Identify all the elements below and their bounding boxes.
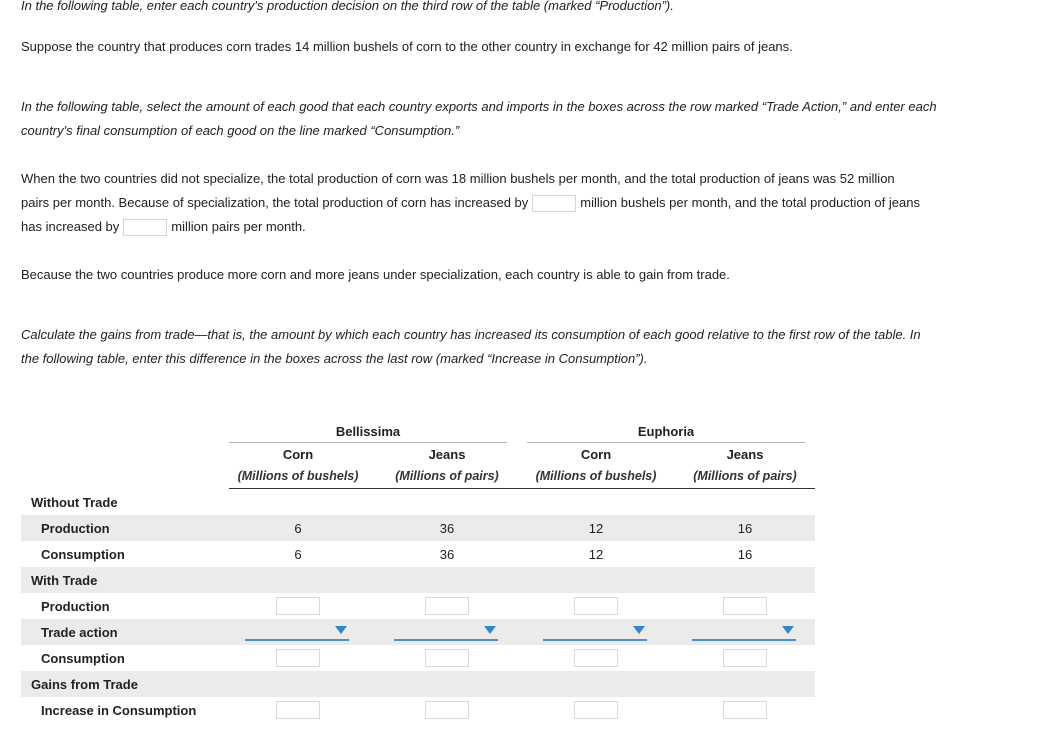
value-bellissima-jeans-production: 36 — [439, 521, 455, 536]
col-unit-bellissima-jeans: (Millions of pairs) — [395, 469, 499, 483]
dropdown-euphoria-jeans-trade[interactable] — [692, 626, 796, 641]
gain-statement: Because the two countries produce more corn and more jeans under specialization, each country is able to gain from trade. — [21, 267, 730, 282]
input-bellissima-jeans-increase[interactable] — [425, 701, 469, 719]
table-row-without-trade-production — [21, 515, 815, 541]
value-euphoria-jeans-production: 16 — [737, 521, 753, 536]
col-header-bellissima-corn: Corn — [282, 447, 314, 462]
chevron-down-icon — [782, 626, 794, 634]
input-euphoria-jeans-production[interactable] — [723, 597, 767, 615]
corn-increase-input[interactable] — [532, 195, 576, 212]
specialization-text-a: When the two countries did not specialize, the total production of corn was 18 million bushels per month, and the total production of jeans was 52 million pairs per month. Because of specialization, the total production of corn has increased by — [21, 171, 895, 210]
col-header-euphoria-jeans: Jeans — [726, 447, 764, 462]
specialization-paragraph — [21, 167, 921, 239]
input-euphoria-corn-consumption[interactable] — [574, 649, 618, 667]
value-bellissima-jeans-consumption: 36 — [439, 547, 455, 562]
input-euphoria-corn-production[interactable] — [574, 597, 618, 615]
dropdown-bellissima-corn-trade[interactable] — [245, 626, 349, 641]
row-label-production: Production — [41, 599, 110, 614]
value-bellissima-corn-production: 6 — [294, 521, 302, 536]
section-label-without-trade: Without Trade — [31, 495, 118, 510]
col-header-euphoria-corn: Corn — [580, 447, 612, 462]
input-bellissima-jeans-production[interactable] — [425, 597, 469, 615]
row-label-production: Production — [41, 521, 110, 536]
input-euphoria-jeans-consumption[interactable] — [723, 649, 767, 667]
input-euphoria-jeans-increase[interactable] — [723, 701, 767, 719]
dropdown-bellissima-jeans-trade[interactable] — [394, 626, 498, 641]
instruction-trade-action: In the following table, select the amount of each good that each country exports and imports in the boxes across the row marked “Trade Action,” and enter each country's final consumption of each good on the line marked “Consumption.” — [21, 99, 937, 138]
section-row-gains — [21, 671, 815, 697]
input-bellissima-corn-increase[interactable] — [276, 701, 320, 719]
table-row-increase-consumption — [21, 697, 815, 723]
input-bellissima-corn-consumption[interactable] — [276, 649, 320, 667]
row-label-consumption: Consumption — [41, 547, 125, 562]
specialization-text-c: production of jeans has increased by — [21, 195, 920, 234]
input-euphoria-corn-increase[interactable] — [574, 701, 618, 719]
col-header-bellissima-jeans: Jeans — [428, 447, 466, 462]
section-label-with-trade: With Trade — [31, 573, 98, 588]
country-header-bellissima: Bellissima — [229, 424, 507, 443]
section-label-gains: Gains from Trade — [31, 677, 138, 692]
row-label-consumption: Consumption — [41, 651, 125, 666]
dropdown-euphoria-corn-trade[interactable] — [543, 626, 647, 641]
table-row-trade-action — [21, 619, 815, 645]
table-row-without-trade-consumption — [21, 541, 815, 567]
specialization-text-b: million bushels per month, and the total — [580, 195, 807, 210]
section-row-with-trade — [21, 567, 815, 593]
country-header-euphoria: Euphoria — [527, 424, 805, 443]
jeans-increase-input[interactable] — [123, 219, 167, 236]
chevron-down-icon — [633, 626, 645, 634]
value-euphoria-jeans-consumption: 16 — [737, 547, 753, 562]
row-label-trade-action: Trade action — [41, 625, 118, 640]
col-unit-euphoria-corn: (Millions of bushels) — [535, 469, 657, 483]
col-unit-bellissima-corn: (Millions of bushels) — [237, 469, 359, 483]
table-row-with-trade-consumption — [21, 645, 815, 671]
instruction-gains: Calculate the gains from trade—that is, the amount by which each country has increased its consumption of each good relative to the first row of the table. In the following table, enter this difference in the boxes across the last row (marked “Increase in Consumption”). — [21, 327, 921, 366]
input-bellissima-corn-production[interactable] — [276, 597, 320, 615]
col-unit-euphoria-jeans: (Millions of pairs) — [693, 469, 797, 483]
section-row-without-trade — [21, 489, 815, 515]
table-row-with-trade-production — [21, 593, 815, 619]
value-bellissima-corn-consumption: 6 — [294, 547, 302, 562]
input-bellissima-jeans-consumption[interactable] — [425, 649, 469, 667]
chevron-down-icon — [484, 626, 496, 634]
chevron-down-icon — [335, 626, 347, 634]
instruction-production: In the following table, enter each country's production decision on the third row of the table (marked “Production”). — [21, 0, 674, 13]
row-label-increase: Increase in Consumption — [41, 703, 197, 718]
specialization-text-d: million pairs per month. — [171, 219, 306, 234]
value-euphoria-corn-consumption: 12 — [588, 547, 604, 562]
trade-scenario-text: Suppose the country that produces corn trades 14 million bushels of corn to the other country in exchange for 42 million pairs of jeans. — [21, 39, 793, 54]
value-euphoria-corn-production: 12 — [588, 521, 604, 536]
